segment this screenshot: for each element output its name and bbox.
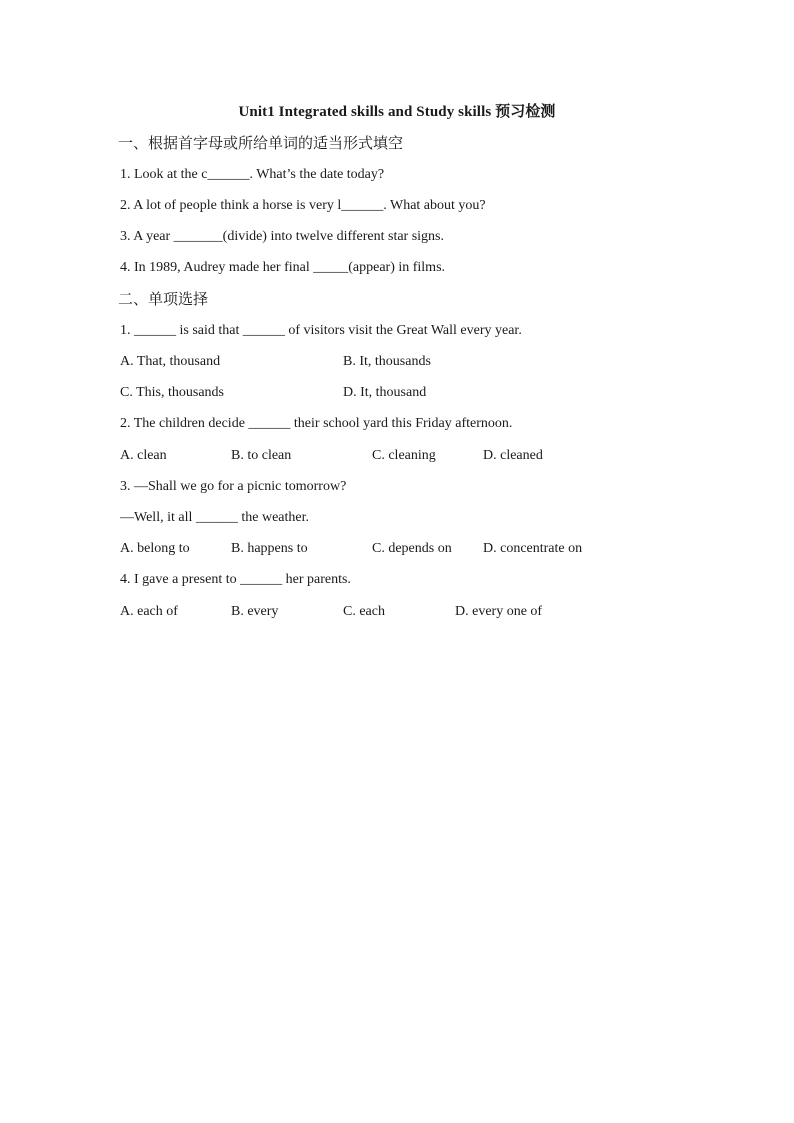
question-2-stem: 2. The children decide ______ their school yard this Friday afternoon. bbox=[120, 416, 513, 431]
question-1-option-b: B. It, thousands bbox=[343, 354, 431, 369]
question-1-option-a: A. That, thousand bbox=[120, 354, 221, 369]
fill-blank-item-4: 4. In 1989, Audrey made her final _____(appear) in films. bbox=[120, 260, 446, 275]
section2-heading: 二、单项选择 bbox=[118, 290, 209, 308]
question-3-option-c: C. depends on bbox=[372, 541, 452, 556]
question-2-option-d: D. cleaned bbox=[483, 448, 543, 463]
fill-blank-item-1: 1. Look at the c______. What’s the date today? bbox=[120, 167, 385, 182]
question-3-option-d: D. concentrate on bbox=[483, 541, 583, 556]
fill-blank-item-3: 3. A year _______(divide) into twelve different star signs. bbox=[120, 229, 445, 244]
section1-heading: 一、根据首字母或所给单词的适当形式填空 bbox=[118, 134, 404, 152]
question-3-stem-line-2: —Well, it all ______ the weather. bbox=[120, 510, 309, 525]
question-4-option-c: C. each bbox=[343, 604, 385, 619]
question-4-option-d: D. every one of bbox=[455, 604, 543, 619]
question-4-option-a: A. each of bbox=[120, 604, 178, 619]
question-3-option-a: A. belong to bbox=[120, 541, 190, 556]
question-2-option-a: A. clean bbox=[120, 448, 167, 463]
question-1-stem: 1. ______ is said that ______ of visitors visit the Great Wall every year. bbox=[120, 323, 522, 338]
question-1-option-c: C. This, thousands bbox=[120, 385, 224, 400]
question-2-option-b: B. to clean bbox=[231, 448, 292, 463]
question-4-option-b: B. every bbox=[231, 604, 279, 619]
page-title: Unit1 Integrated skills and Study skills 预习检测 bbox=[238, 104, 556, 120]
question-3-option-b: B. happens to bbox=[231, 541, 308, 556]
question-3-stem-line-1: 3. —Shall we go for a picnic tomorrow? bbox=[120, 479, 347, 494]
question-4-stem: 4. I gave a present to ______ her parents. bbox=[120, 572, 351, 587]
question-2-option-c: C. cleaning bbox=[372, 448, 436, 463]
question-1-option-d: D. It, thousand bbox=[343, 385, 427, 400]
fill-blank-item-2: 2. A lot of people think a horse is very l______. What about you? bbox=[120, 198, 486, 213]
